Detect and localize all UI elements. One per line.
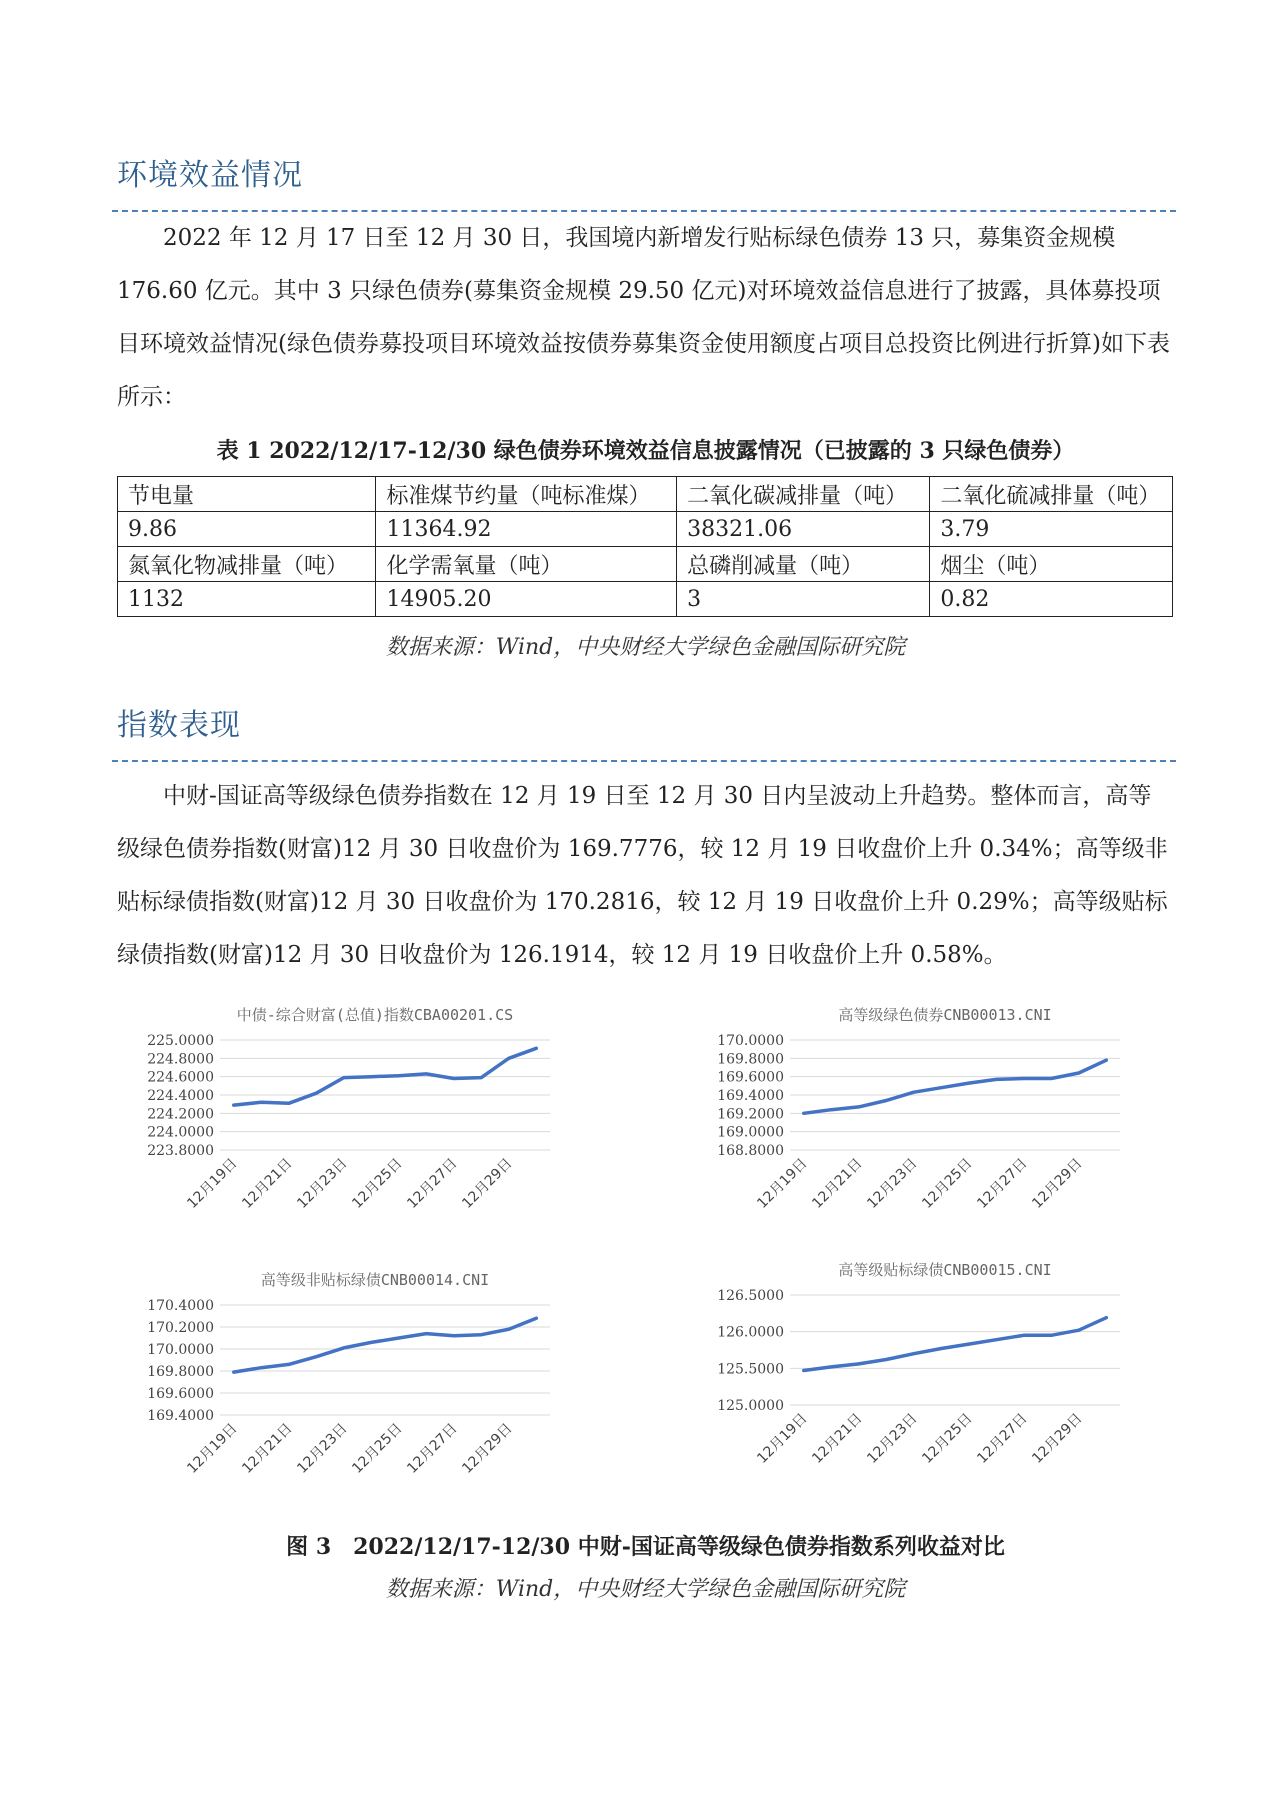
data-point [480,1333,483,1336]
x-tick-label: 12月19日 [754,1155,811,1212]
table-header-cell: 节电量 [118,477,376,512]
data-point [1105,1059,1108,1062]
data-point [912,1091,915,1094]
table-row [118,512,1173,547]
x-tick-label: 12月23日 [864,1410,921,1467]
section-divider [112,760,1176,762]
data-point [1022,1077,1025,1080]
data-point [1077,1072,1080,1075]
x-tick-label: 12月29日 [1029,1155,1086,1212]
data-point [480,1076,483,1079]
table-value-cell: 14905.20 [376,582,677,617]
y-tick-label: 223.8000 [147,1143,214,1159]
y-tick-label: 224.4000 [147,1088,214,1104]
data-point [232,1371,235,1374]
table-row [118,582,1173,617]
data-point [967,1082,970,1085]
paragraph-environment [117,212,1174,424]
y-tick-label: 169.8000 [147,1364,214,1380]
y-tick-label: 126.0000 [717,1324,784,1341]
chart-title: 高等级绿色债券CNB00013.CNI [838,1006,1052,1024]
y-tick-label: 169.4000 [147,1408,214,1424]
y-tick-label: 169.6000 [717,1069,784,1086]
table-header-cell: 化学需氧量（吨） [376,547,677,582]
data-point [802,1112,805,1115]
y-tick-label: 169.6000 [147,1386,214,1402]
data-point [1022,1334,1025,1337]
y-tick-label: 169.0000 [717,1124,784,1141]
data-point [507,1328,510,1331]
x-tick-label: 12月25日 [349,1420,406,1477]
data-point [452,1077,455,1080]
x-tick-label: 12月25日 [919,1155,976,1212]
x-tick-label: 12月19日 [184,1420,241,1477]
data-point [535,1317,538,1320]
chart-cnb00013 [680,1000,1150,1250]
data-point [535,1047,538,1050]
data-point [857,1105,860,1108]
y-tick-label: 170.4000 [147,1298,214,1314]
x-tick-label: 12月27日 [974,1155,1031,1212]
data-point [425,1072,428,1075]
x-tick-label: 12月27日 [404,1420,461,1477]
data-point [1050,1334,1053,1337]
data-point [287,1102,290,1105]
x-tick-label: 12月29日 [459,1155,516,1212]
y-tick-label: 125.5000 [717,1361,784,1378]
table-value-cell: 3 [677,582,930,617]
y-tick-label: 224.8000 [147,1051,214,1068]
table-header-cell: 总磷削减量（吨） [677,547,930,582]
table-row [118,547,1173,582]
chart-title: 高等级非贴标绿债CNB00014.CNI [260,1271,490,1289]
paragraph-text: 中财-国证高等级绿色债券指数在 12 月 19 日至 12 月 30 日内呈波动上升趋势。整体而言，高等级绿色债券指数(财富)12 月 30 日收盘价为 169.7776，较 12 月 19 日收盘价上升 0.34%；高等级非贴标绿债指数(财富)12 月 30 日收盘价为 170.2816，较 12 月 19 日收盘价上升 0.29%；高等级贴标绿债指数(财富)12 月 30 日收盘价为 126.1914，较 12 月 19 日收盘价上升 0.58%。 [117,783,1168,968]
table-value-cell: 0.82 [930,582,1173,617]
y-tick-label: 169.8000 [717,1051,784,1068]
y-tick-label: 170.0000 [147,1342,214,1358]
table-row [118,477,1173,512]
data-point [397,1074,400,1077]
x-tick-label: 12月23日 [294,1420,351,1477]
figure-source: 数据来源：Wind，中央财经大学绿色金融国际研究院 [385,1577,906,1602]
y-tick-label: 169.2000 [717,1106,784,1123]
data-point [1077,1329,1080,1332]
data-point [315,1092,318,1095]
chart-cba00201 [110,1000,580,1250]
table-value-cell: 9.86 [118,512,376,547]
data-point [940,1086,943,1089]
y-tick-label: 170.2000 [147,1320,214,1336]
table-source: 数据来源：Wind，中央财经大学绿色金融国际研究院 [385,635,906,660]
data-point [830,1108,833,1111]
data-point [857,1362,860,1365]
data-point [232,1104,235,1107]
data-point [260,1101,263,1104]
table-header-cell: 氮氧化物减排量（吨） [118,547,376,582]
figure-caption: 图 3 2022/12/17-12/30 中财-国证高等级绿色债券指数系列收益对比 [286,1534,1005,1560]
chart-cnb00013-svg [680,1000,1150,1250]
table-header-cell: 二氧化硫减排量（吨） [930,477,1173,512]
section-title-index: 指数表现 [117,708,241,743]
table-value-cell: 38321.06 [677,512,930,547]
data-point [425,1332,428,1335]
x-tick-label: 12月25日 [349,1155,406,1212]
x-tick-label: 12月29日 [1029,1410,1086,1467]
x-tick-label: 12月19日 [184,1155,241,1212]
data-point [885,1358,888,1361]
chart-cba00201-svg [110,1000,580,1250]
table-header-cell: 烟尘（吨） [930,547,1173,582]
paragraph-text: 2022 年 12 月 17 日至 12 月 30 日，我国境内新增发行贴标绿色债券 13 只，募集资金规模 176.60 亿元。其中 3 只绿色债券(募集资金规模 29.50 亿元)对环境效益信息进行了披露，具体募投项目环境效益情况(绿色债券募投项目环境效益按债券募集资金使用额度占项目总投资比例进行折算)如下表所示： [117,225,1170,410]
x-tick-label: 12月21日 [809,1155,866,1212]
chart-cnb00014 [110,1265,580,1515]
table-header-cell: 标准煤节约量（吨标准煤） [376,477,677,512]
data-point [1050,1077,1053,1080]
data-point [287,1363,290,1366]
x-tick-label: 12月23日 [294,1155,351,1212]
paragraph-index [117,770,1174,982]
x-tick-label: 12月27日 [974,1410,1031,1467]
y-tick-label: 224.2000 [147,1106,214,1123]
x-tick-label: 12月19日 [754,1410,811,1467]
y-tick-label: 168.8000 [717,1143,784,1159]
data-point [995,1338,998,1341]
y-tick-label: 225.0000 [147,1033,214,1049]
environment-benefit-table [117,476,1173,617]
y-tick-label: 170.0000 [717,1033,784,1049]
data-point [370,1075,373,1078]
x-tick-label: 12月21日 [809,1410,866,1467]
series-line [804,1318,1107,1371]
x-tick-label: 12月21日 [239,1155,296,1212]
table-caption: 表 1 2022/12/17-12/30 绿色债券环境效益信息披露情况（已披露的 3 只绿色债券） [216,438,1075,464]
data-point [315,1355,318,1358]
x-tick-label: 12月27日 [404,1155,461,1212]
series-line [804,1060,1107,1113]
series-line [234,1318,537,1372]
chart-title: 高等级贴标绿债CNB00015.CNI [838,1261,1052,1279]
data-point [397,1337,400,1340]
data-point [452,1334,455,1337]
table-header-cell: 二氧化碳减排量（吨） [677,477,930,512]
data-point [342,1346,345,1349]
data-point [940,1347,943,1350]
data-point [830,1365,833,1368]
x-tick-label: 12月25日 [919,1410,976,1467]
data-point [342,1076,345,1079]
chart-cnb00015 [680,1255,1150,1505]
x-tick-label: 12月23日 [864,1155,921,1212]
section-title-environment: 环境效益情况 [117,158,303,193]
data-point [260,1366,263,1369]
y-tick-label: 169.4000 [717,1088,784,1104]
x-tick-label: 12月21日 [239,1420,296,1477]
y-tick-label: 224.0000 [147,1124,214,1141]
data-point [1105,1316,1108,1319]
table-value-cell: 11364.92 [376,512,677,547]
data-point [370,1341,373,1344]
data-point [912,1352,915,1355]
y-tick-label: 126.5000 [717,1288,784,1304]
x-tick-label: 12月29日 [459,1420,516,1477]
data-point [995,1078,998,1081]
y-tick-label: 224.6000 [147,1069,214,1086]
table-value-cell: 3.79 [930,512,1173,547]
table-value-cell: 1132 [118,582,376,617]
chart-cnb00015-svg [680,1255,1150,1505]
chart-title: 中债-综合财富(总值)指数CBA00201.CS [236,1006,514,1024]
data-point [507,1057,510,1060]
data-point [802,1369,805,1372]
y-tick-label: 125.0000 [717,1398,784,1414]
chart-cnb00014-svg [110,1265,580,1515]
data-point [885,1099,888,1102]
data-point [967,1343,970,1346]
